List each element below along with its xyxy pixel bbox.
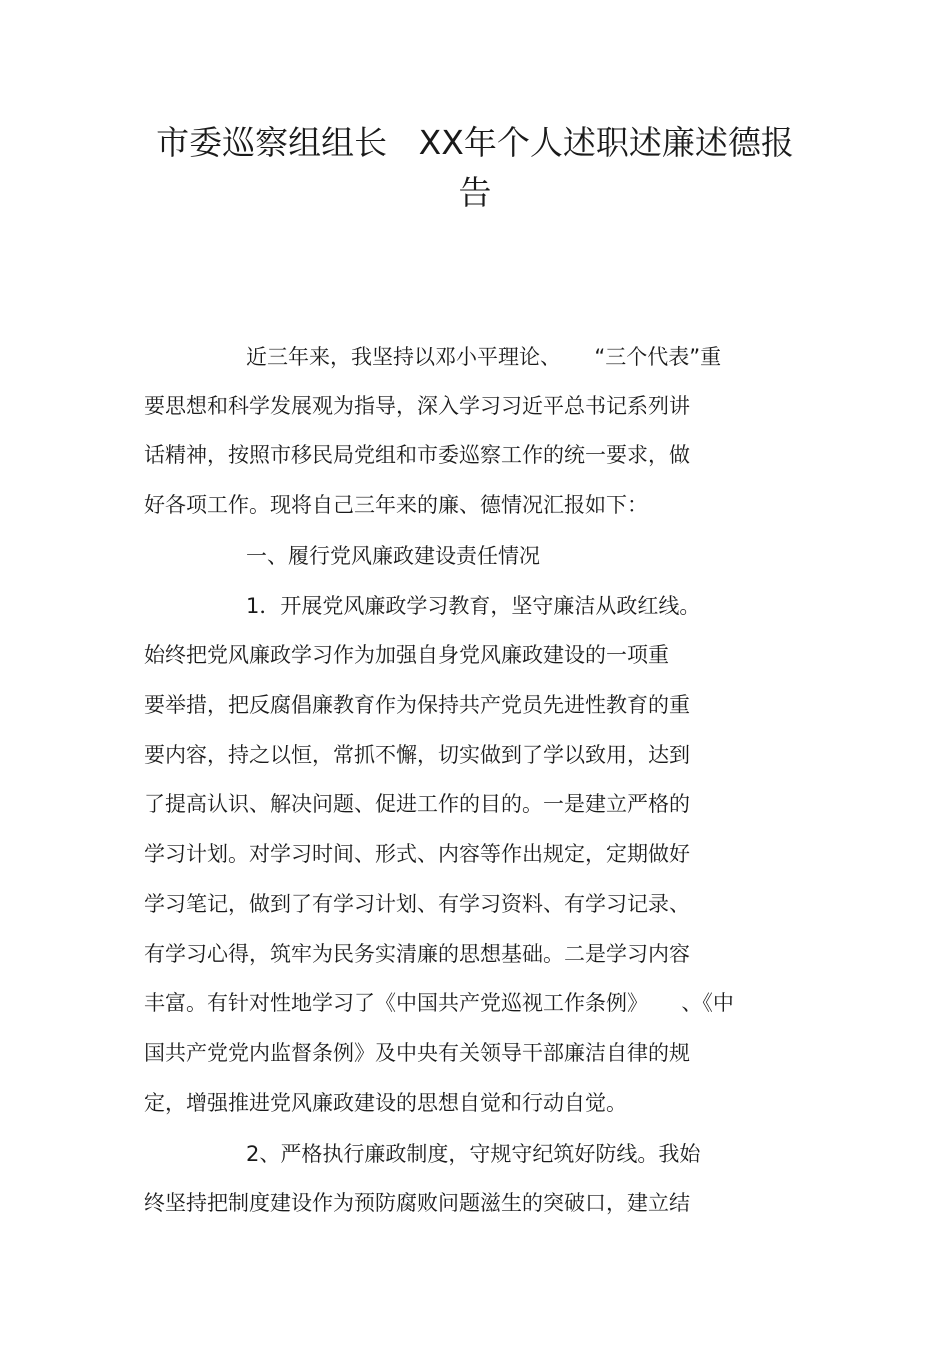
- body-line-7: 始终把党风廉政学习作为加强自身党风廉政建设的一项重: [144, 643, 669, 667]
- body-line-15: 国共产党党内监督条例》及中央有关领导干部廉洁自律的规: [144, 1041, 690, 1065]
- body-line-11: 学习计划。对学习时间、形式、内容等作出规定，定期做好: [144, 842, 690, 866]
- section-heading-1: 一、履行党风廉政建设责任情况: [246, 544, 540, 568]
- body-line-14: 丰富。有针对性地学习了《中国共产党巡视工作条例》 、《中: [144, 991, 734, 1015]
- subsection-heading-2: 2、严格执行廉政制度，守规守纪筑好防线。我始: [246, 1142, 701, 1166]
- body-line-18: 终坚持把制度建设作为预防腐败问题滋生的突破口，建立结: [144, 1191, 690, 1215]
- body-line-16: 定，增强推进党风廉政建设的思想自觉和行动自觉。: [144, 1091, 627, 1115]
- body-line-4: 好各项工作。现将自己三年来的廉、德情况汇报如下：: [144, 493, 648, 517]
- body-line-9: 要内容，持之以恒，常抓不懈，切实做到了学以致用，达到: [144, 743, 690, 767]
- subsection-heading-1: 1．开展党风廉政学习教育，坚守廉洁从政红线。: [246, 594, 701, 618]
- body-line-3: 话精神，按照市移民局党组和市委巡察工作的统一要求，做: [144, 443, 690, 467]
- body-line-12: 学习笔记，做到了有学习计划、有学习资料、有学习记录、: [144, 892, 690, 916]
- body-line-1: 近三年来，我坚持以邓小平理论、 “三个代表”重: [246, 345, 722, 369]
- body-line-2: 要思想和科学发展观为指导，深入学习习近平总书记系列讲: [144, 394, 690, 418]
- document-title-line-1: 市委巡察组组长 XX年个人述职述廉述德报: [156, 123, 794, 162]
- body-line-8: 要举措，把反腐倡廉教育作为保持共产党员先进性教育的重: [144, 693, 690, 717]
- document-title-line-2: 告: [458, 173, 492, 212]
- body-line-13: 有学习心得，筑牢为民务实清廉的思想基础。二是学习内容: [144, 942, 690, 966]
- body-line-10: 了提高认识、解决问题、促进工作的目的。一是建立严格的: [144, 792, 690, 816]
